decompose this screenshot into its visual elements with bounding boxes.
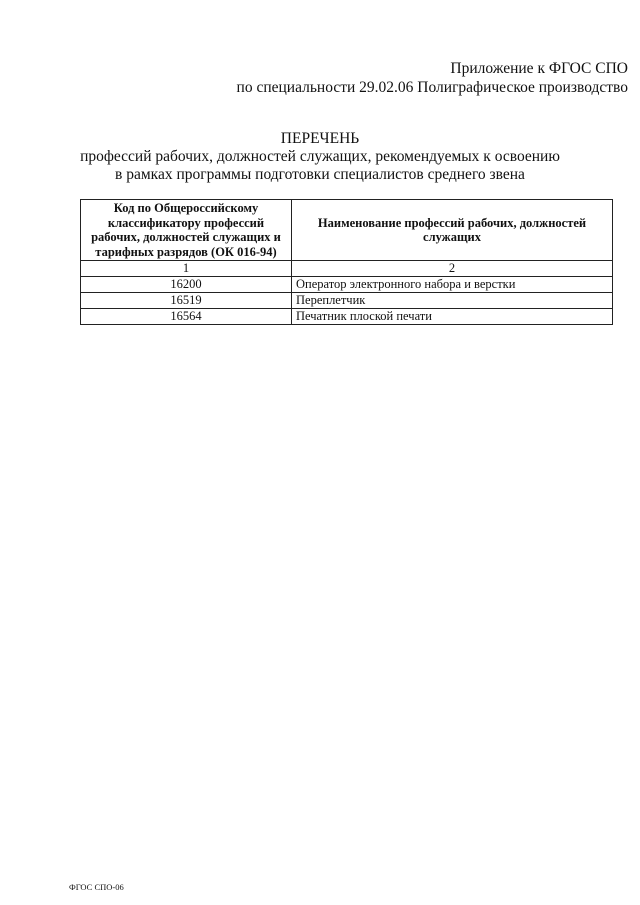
profession-code: 16564 xyxy=(81,309,292,325)
column-numbering-row xyxy=(81,261,613,277)
page-footer: ФГОС СПО-06 xyxy=(69,882,124,892)
table-row xyxy=(81,309,613,325)
profession-code: 16519 xyxy=(81,293,292,309)
column-number: 1 xyxy=(81,261,292,277)
appendix-specialty: по специальности 29.02.06 Полиграфическое производство xyxy=(236,79,628,96)
document-heading: ПЕРЕЧЕНЬ xyxy=(280,130,360,147)
column-number: 2 xyxy=(292,261,613,277)
table-row xyxy=(81,277,613,293)
profession-name: Оператор электронного набора и верстки xyxy=(292,277,613,293)
profession-name: Переплетчик xyxy=(292,293,613,309)
professions-table xyxy=(80,199,613,325)
table-header-row xyxy=(81,200,613,261)
table-row xyxy=(81,293,613,309)
appendix-title: Приложение к ФГОС СПО xyxy=(450,60,628,77)
column-header-code: Код по Общероссийскому классификатору профессий рабочих, должностей служащих и тарифных разрядов (ОК 016-94) xyxy=(81,200,292,261)
document-subtitle-line-1: профессий рабочих, должностей служащих, рекомендуемых к освоению xyxy=(80,148,560,165)
column-header-name: Наименование профессий рабочих, должностей служащих xyxy=(292,200,613,261)
profession-name: Печатник плоской печати xyxy=(292,309,613,325)
document-subtitle-line-2: в рамках программы подготовки специалистов среднего звена xyxy=(115,166,525,183)
profession-code: 16200 xyxy=(81,277,292,293)
